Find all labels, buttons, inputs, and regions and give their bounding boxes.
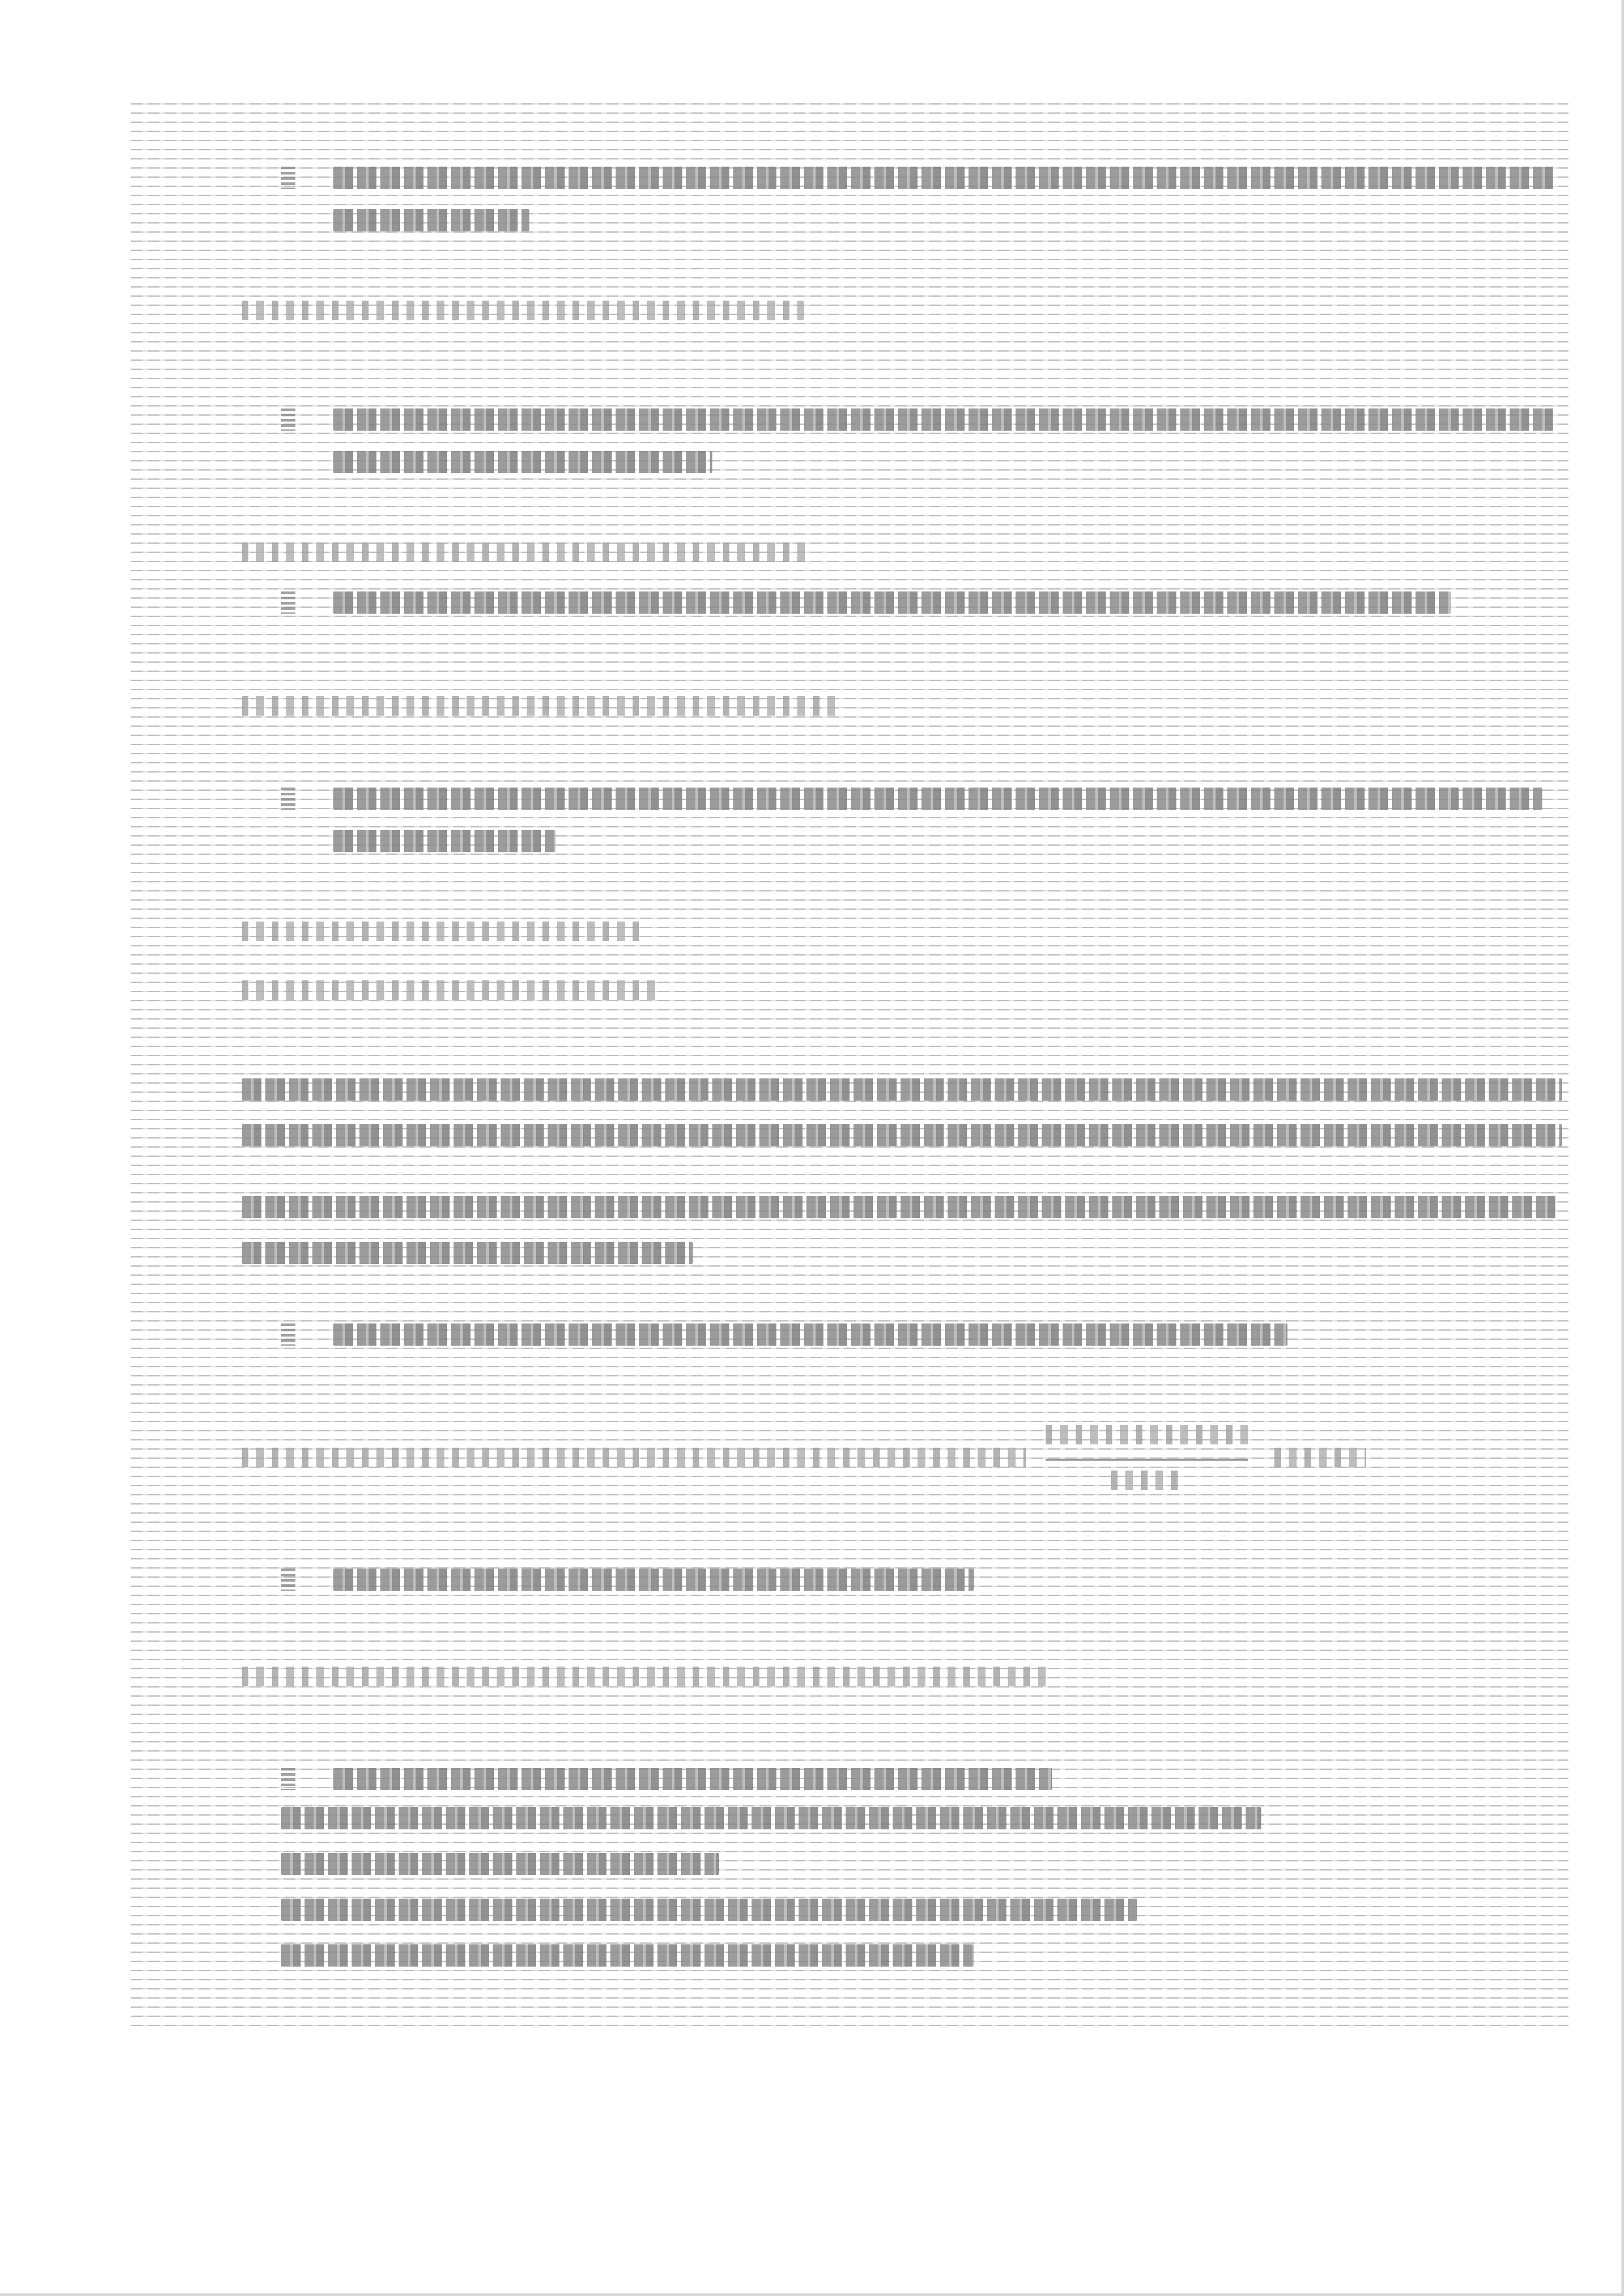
ruled-paper-background: [131, 98, 1568, 2033]
formula-denominator: [1111, 1471, 1183, 1490]
text-line: [281, 1853, 719, 1875]
text-line: [281, 1944, 974, 1967]
page-bottom-border: [0, 2293, 1624, 2296]
text-line: [333, 408, 1555, 431]
list-item-number: [281, 167, 295, 189]
formula-result: [1274, 1448, 1366, 1467]
formula-line: [242, 542, 810, 562]
text-line: [333, 1323, 1287, 1346]
page-right-border: [1621, 0, 1624, 2296]
text-line: [333, 591, 1451, 614]
text-line: [333, 451, 712, 473]
text-line: [333, 209, 529, 231]
text-line: [281, 1807, 1261, 1829]
text-line: [333, 1768, 1052, 1790]
text-line: [242, 1078, 1562, 1101]
text-line: [333, 1569, 974, 1591]
formula-line: [242, 1448, 1026, 1467]
text-line: [333, 167, 1555, 189]
formula-line: [242, 922, 647, 941]
formula-line: [242, 980, 660, 1000]
text-line: [242, 1196, 1555, 1218]
text-line: [333, 830, 555, 852]
text-line: [333, 788, 1542, 810]
formula-line: [242, 301, 804, 320]
formula-line: [242, 696, 843, 716]
list-item-number: [281, 788, 295, 810]
fraction-bar: [1046, 1459, 1248, 1461]
formula-line: [242, 1667, 1046, 1686]
text-line: [242, 1242, 693, 1264]
list-item-number: [281, 591, 295, 614]
text-line: [281, 1899, 1137, 1921]
text-line: [242, 1124, 1562, 1146]
list-item-number: [281, 1323, 295, 1346]
list-item-number: [281, 408, 295, 431]
list-item-number: [281, 1768, 295, 1790]
list-item-number: [281, 1569, 295, 1591]
formula-numerator: [1046, 1425, 1248, 1444]
